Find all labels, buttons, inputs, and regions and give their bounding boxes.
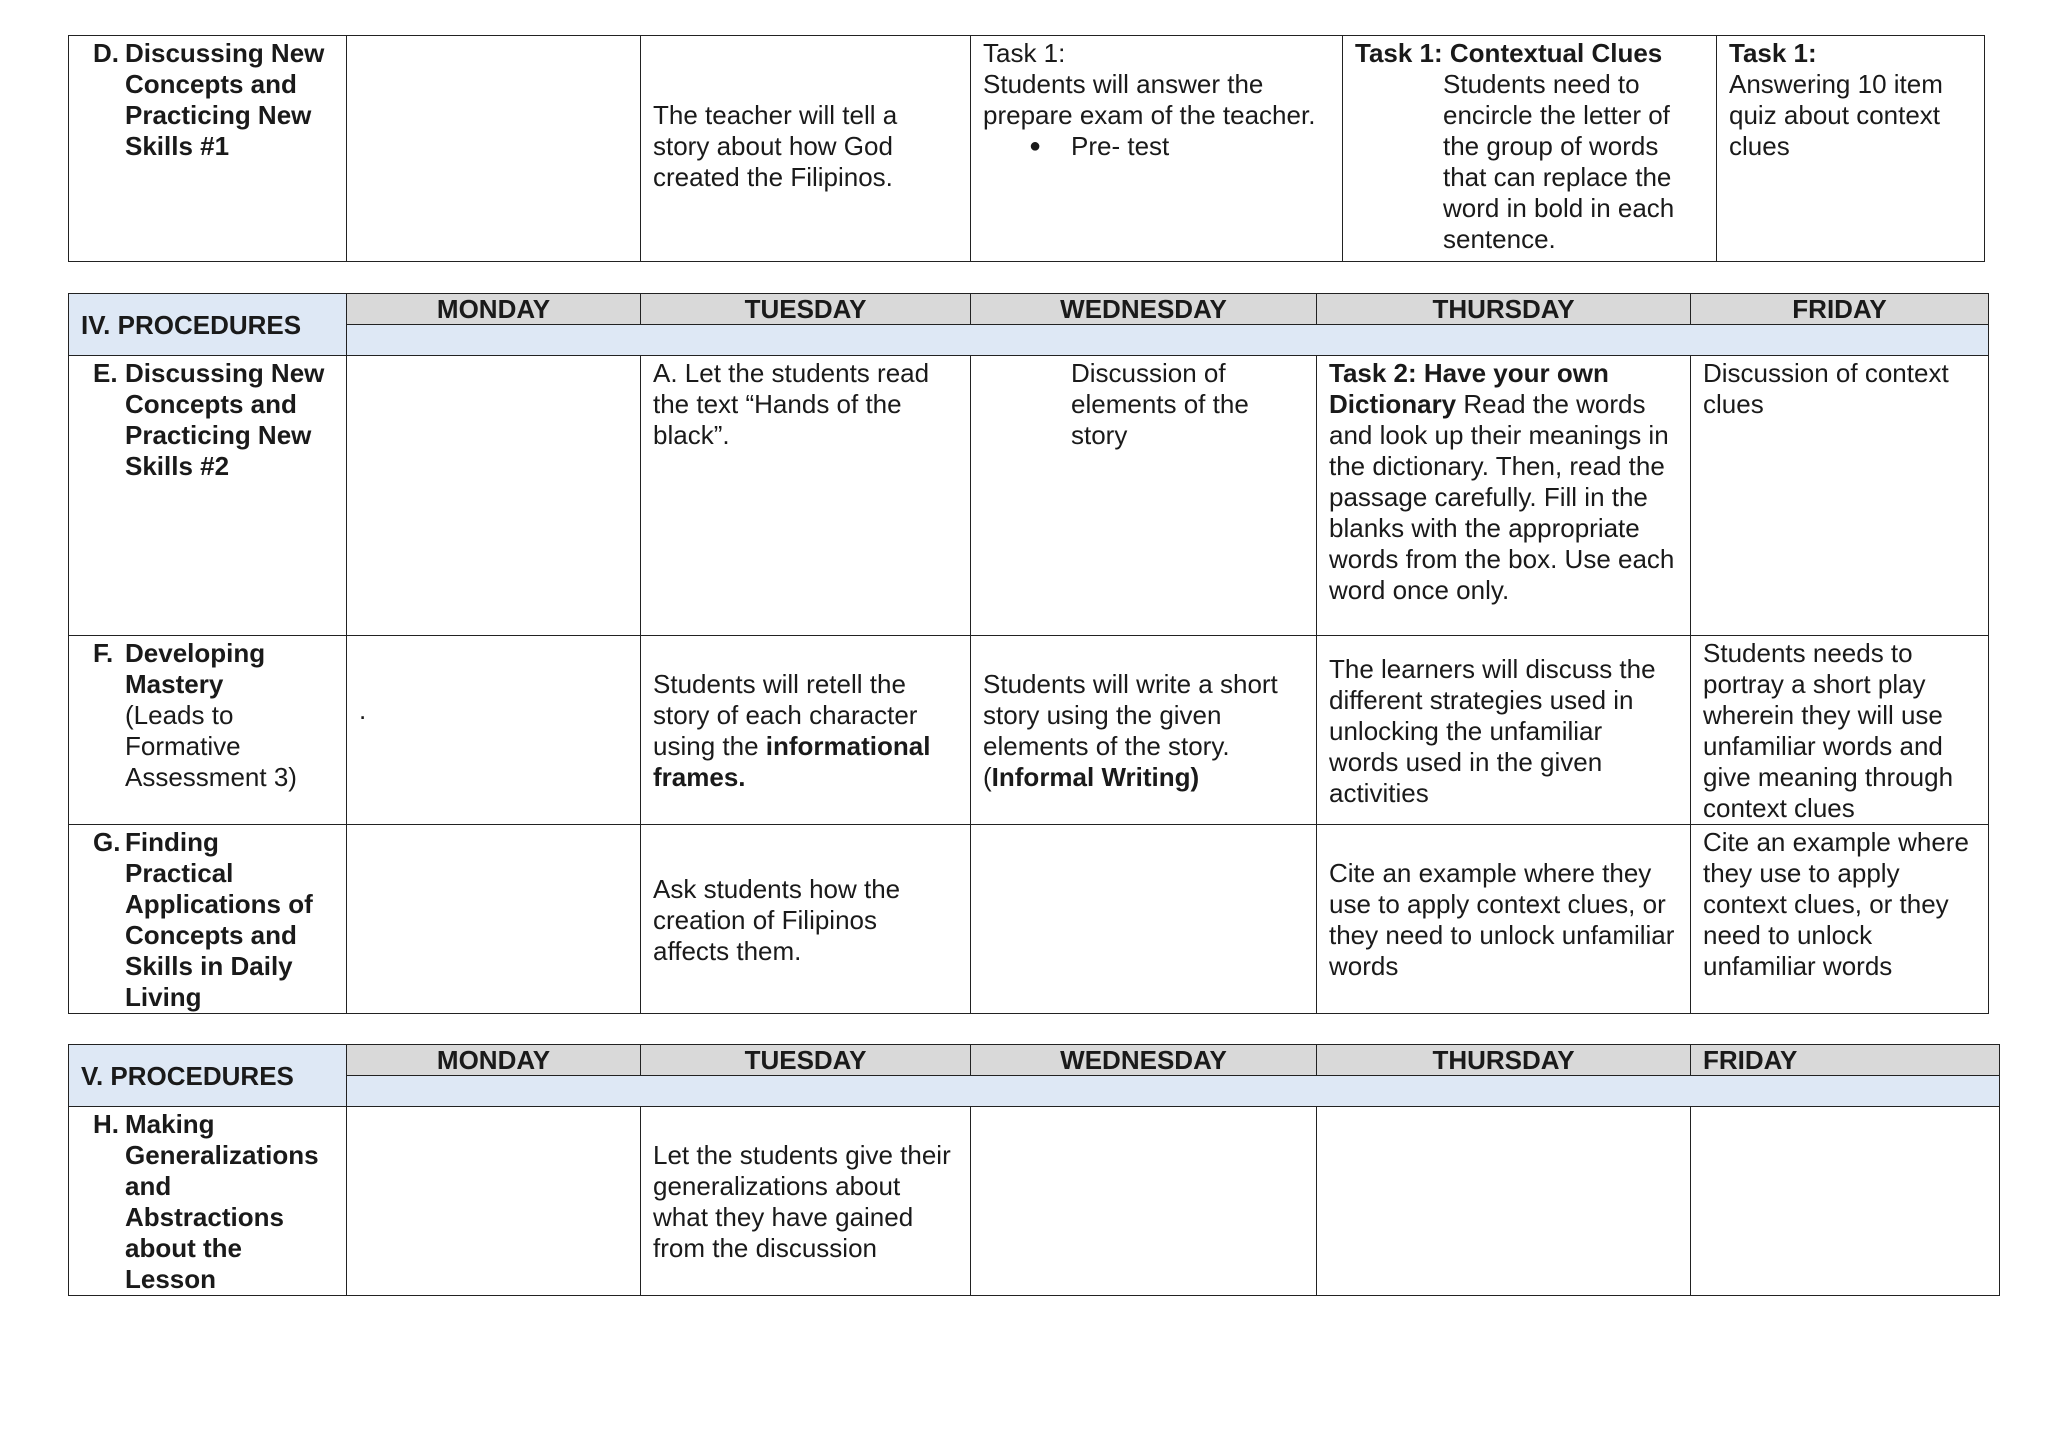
cell-wednesday (971, 825, 1317, 1014)
cell-monday (347, 36, 641, 262)
cell-friday (1691, 1107, 2000, 1296)
procedures-table-v (68, 1044, 2000, 1296)
row-label-text: Discussing New Concepts and Practicing New Skills #2 (125, 358, 325, 481)
cell-friday: Cite an example where they use to apply context clues, or they need to unlock unfamiliar words (1691, 825, 1989, 1014)
row-label-h (69, 1107, 347, 1296)
header-tuesday: TUESDAY (641, 294, 971, 325)
cell-wednesday (971, 1107, 1317, 1296)
cell-tuesday (641, 36, 971, 262)
cell-text: The teacher will tell a story about how God created the Filipinos. (653, 100, 898, 192)
cell-tuesday: Ask students how the creation of Filipinos affects them. (641, 825, 971, 1014)
header-band (347, 325, 1989, 356)
cell-tuesday: Let the students give their generalizations about what they have gained from the discussion (641, 1107, 971, 1296)
header-monday: MONDAY (347, 294, 641, 325)
header-band (347, 1076, 2000, 1107)
cell-thursday (1317, 1107, 1691, 1296)
header-thursday: THURSDAY (1317, 294, 1691, 325)
cell-wednesday: Discussion of elements of the story (971, 356, 1317, 636)
cell-monday (347, 1107, 641, 1296)
task-text: Students need to encircle the letter of the group of words that can replace the word in bold in each sentence. (1443, 69, 1675, 254)
row-label-subtext: (Leads to Formative Assessment 3) (125, 700, 297, 792)
row-label-e (69, 356, 347, 636)
task-title: Task 1: (983, 38, 1066, 68)
header-wednesday: WEDNESDAY (971, 294, 1317, 325)
cell-monday (347, 825, 641, 1014)
task-title: Task 1: (1729, 38, 1817, 68)
cell-friday (1717, 36, 1985, 262)
header-friday: FRIDAY (1691, 294, 1989, 325)
task-text: Students will answer the prepare exam of the teacher. (983, 69, 1316, 130)
header-thursday: THURSDAY (1317, 1045, 1691, 1076)
section-title: V. PROCEDURES (69, 1045, 347, 1107)
section-title: IV. PROCEDURES (69, 294, 347, 356)
row-letter: E. (93, 358, 118, 388)
row-label-text: Finding Practical Applications of Concepts and Skills in Daily Living (125, 827, 313, 1012)
row-label-g (69, 825, 347, 1014)
row-label-text: Discussing New Concepts and Practicing New Skills #1 (125, 38, 325, 161)
cell-friday: Students needs to portray a short play wherein they will use unfamiliar words and give meaning through context clues (1691, 636, 1989, 825)
cell-thursday (1343, 36, 1717, 262)
cell-friday: Discussion of context clues (1691, 356, 1989, 636)
cell-monday (347, 356, 641, 636)
row-letter: D. (93, 38, 119, 68)
header-wednesday: WEDNESDAY (971, 1045, 1317, 1076)
row-letter: F. (93, 638, 114, 668)
row-label-f (69, 636, 347, 825)
cell-tuesday: Students will retell the story of each character using the informational frames. (641, 636, 971, 825)
cell-thursday: Cite an example where they use to apply context clues, or they need to unlock unfamiliar words (1317, 825, 1691, 1014)
task-title: Task 1: Contextual Clues (1355, 38, 1663, 68)
procedures-table-iv (68, 293, 1989, 1014)
cell-thursday: The learners will discuss the different strategies used in unlocking the unfamiliar words used in the given activities (1317, 636, 1691, 825)
header-friday: FRIDAY (1691, 1045, 2000, 1076)
row-label-d (69, 36, 347, 262)
task-text: Answering 10 item quiz about context clues (1729, 69, 1943, 161)
bullet-item: ● Pre- test (983, 131, 1330, 162)
cell-thursday (1317, 356, 1691, 636)
row-label-text: Developing Mastery (125, 638, 266, 699)
header-tuesday: TUESDAY (641, 1045, 971, 1076)
cell-monday: . (347, 636, 641, 825)
cell-wednesday: Students will write a short story using the given elements of the story. (Informal Writing) (971, 636, 1317, 825)
row-letter: H. (93, 1109, 119, 1139)
task-text: Read the words and look up their meanings in the dictionary. Then, read the passage carefully. Fill in the blanks with the appropriate words from the box. Use each word once only. (1329, 389, 1675, 605)
row-label-text: Making Generalizations and Abstractions about the Lesson (125, 1109, 319, 1294)
row-letter: G. (93, 827, 121, 857)
table-row-d (68, 35, 1985, 262)
header-monday: MONDAY (347, 1045, 641, 1076)
cell-wednesday (971, 36, 1343, 262)
cell-tuesday: A. Let the students read the text “Hands of the black”. (641, 356, 971, 636)
task-title: Task 2: Have your own Dictionary (1329, 358, 1609, 419)
